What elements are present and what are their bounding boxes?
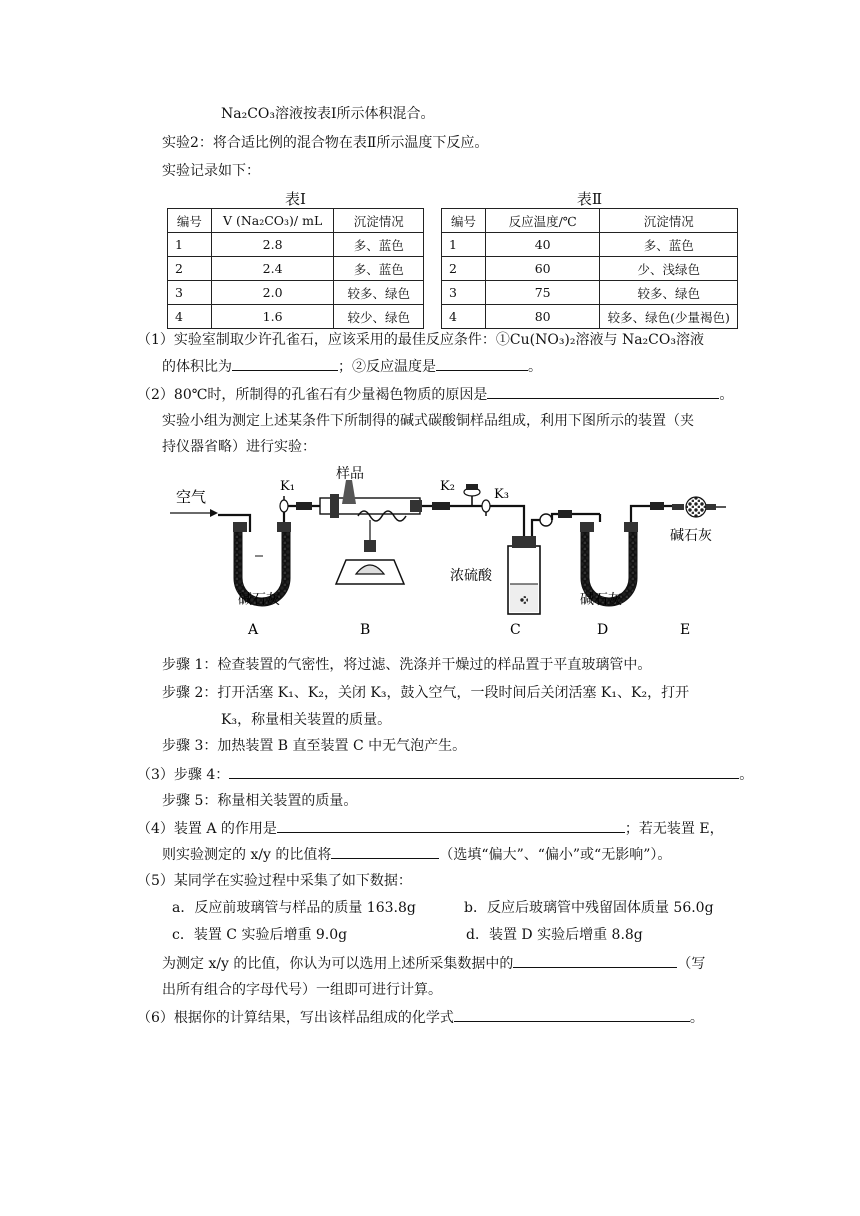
record-text: 实验记录如下： [162, 163, 260, 179]
table-cell: 80 [485, 305, 600, 329]
q1-text-ratio: 的体积比为 [162, 359, 232, 375]
answer-blank-step-4[interactable] [229, 764, 739, 779]
table2-caption: 表Ⅱ [576, 190, 603, 208]
label-e: E [680, 622, 691, 638]
table-cell: 60 [485, 257, 600, 281]
air-label: 空气 [176, 488, 207, 506]
label-d: D [597, 622, 609, 638]
table-cell: 较多、绿色(少量褐色) [600, 305, 738, 329]
step-1: 步骤 1：检查装置的气密性，将过滤、洗涤并干燥过的样品置于平直玻璃管中。 [162, 657, 652, 673]
table-cell: 2 [168, 257, 212, 281]
header-cell: 编号 [168, 209, 212, 233]
sample-label: 样品 [336, 466, 364, 482]
step-2-line-1: 步骤 2：打开活塞 K₁、K₂，关闭 K₃，鼓入空气，一段时间后关闭活塞 K₁、K₂，打开 [162, 685, 690, 701]
q2-text: （2）80℃时，所制得的孔雀石有少量褐色物质的原因是 [137, 387, 488, 403]
label-a: A [248, 622, 259, 638]
table-row [168, 281, 424, 305]
apparatus-figure [160, 460, 740, 645]
header-cell: 沉淀情况 [334, 209, 424, 233]
table-cell: 1.6 [211, 305, 334, 329]
step-3: 步骤 3：加热装置 B 直至装置 C 中无气泡产生。 [162, 738, 467, 754]
intro-line: Na₂CO₃溶液按表Ⅰ所示体积混合。 [221, 106, 435, 122]
k2-label: K₂ [440, 479, 455, 494]
table-cell: 少、浅绿色 [600, 257, 738, 281]
table-row [442, 281, 738, 305]
q3-text: （3）步骤 4： [137, 767, 230, 783]
bottle-c [508, 536, 540, 614]
conc-acid-label: 浓硫酸 [450, 568, 492, 584]
table-cell: 75 [485, 281, 600, 305]
table-cell: 多、蓝色 [334, 233, 424, 257]
table-cell: 2.4 [211, 257, 334, 281]
u-tube-d [580, 522, 638, 602]
question-2-line-1 [137, 384, 733, 405]
q4-ratio-text: 则实验测定的 x/y 的比值将 [162, 847, 332, 863]
answer-blank-formula[interactable] [454, 1007, 690, 1022]
question-4-line-1 [137, 818, 724, 839]
table-row [168, 257, 424, 281]
question-4-line-2 [162, 844, 671, 865]
header-cell: 反应温度/℃ [485, 209, 600, 233]
header-cell: V (Na₂CO₃)/ mL [211, 209, 334, 233]
table-cell: 1 [442, 233, 486, 257]
answer-blank-reason[interactable] [487, 384, 719, 399]
stopcock-k3-icon [482, 500, 490, 516]
table-cell: 3 [442, 281, 486, 305]
q4-options-text: （选填“偏大”、“偏小”或“无影响”）。 [439, 847, 672, 863]
question-3 [137, 764, 753, 785]
table-cell: 4 [442, 305, 486, 329]
soda-lime-a-label: 碱石灰 [238, 592, 280, 608]
k3-label: K₃ [494, 487, 509, 502]
table-row [168, 305, 424, 329]
step-5: 步骤 5：称量相关装置的质量。 [162, 793, 358, 809]
option-c: c．装置 C 实验后增重 9.0g [172, 927, 348, 943]
table-cell: 40 [485, 233, 600, 257]
arrow-icon [170, 509, 218, 517]
q4-text-e: ；若无装置 E， [624, 821, 724, 837]
soda-lime-d-label: 碱石灰 [580, 592, 622, 608]
q2-period: 。 [719, 387, 734, 403]
table-cell: 2.8 [211, 233, 334, 257]
table-cell: 较多、绿色 [600, 281, 738, 305]
answer-blank-temperature[interactable] [436, 356, 528, 371]
question-1-line-2 [162, 356, 542, 377]
table-row [442, 257, 738, 281]
option-b: b．反应后玻璃管中残留固体质量 56.0g [464, 900, 714, 916]
table-row [168, 233, 424, 257]
table-header-row [442, 209, 738, 233]
label-b: B [360, 622, 371, 638]
table-cell: 2.0 [211, 281, 334, 305]
table-cell: 1 [168, 233, 212, 257]
q4-text: （4）装置 A 的作用是 [137, 821, 277, 837]
q1-period: 。 [528, 359, 542, 375]
table-2 [441, 208, 738, 329]
drying-tube-e [672, 497, 726, 517]
header-cell: 编号 [442, 209, 486, 233]
answer-blank-data-combo[interactable] [513, 953, 677, 968]
question-2-line-3: 持仪器省略）进行实验： [162, 439, 316, 455]
table1-caption: 表Ⅰ [285, 190, 306, 208]
table-cell: 较少、绿色 [334, 305, 424, 329]
option-d: d．装置 D 实验后增重 8.8g [466, 927, 643, 943]
table-row [442, 233, 738, 257]
table-row [442, 305, 738, 329]
table-cell: 较多、绿色 [334, 281, 424, 305]
soda-lime-e-label: 碱石灰 [670, 528, 712, 544]
table-cell: 多、蓝色 [334, 257, 424, 281]
q6-text: （6）根据你的计算结果，写出该样品组成的化学式 [137, 1010, 454, 1026]
k1-label: K₁ [280, 479, 295, 494]
step-2-line-2: K₃，称量相关装置的质量。 [221, 712, 392, 728]
question-5-line-1: （5）某同学在实验过程中采集了如下数据： [137, 873, 412, 889]
table-cell: 4 [168, 305, 212, 329]
q5-text: 为测定 x/y 的比值，你认为可以选用上述所采集数据中的 [162, 956, 514, 972]
table-cell: 多、蓝色 [600, 233, 738, 257]
heater-icon [336, 511, 406, 584]
stopcock-k2-icon [464, 484, 480, 506]
glass-tube-b [320, 480, 422, 518]
q5-text-tail: （写 [677, 956, 706, 972]
question-1-line-1: （1）实验室制取少许孔雀石，应该采用的最佳反应条件：①Cu(NO₃)₂溶液与 Na₂CO₃溶液 [137, 332, 704, 348]
question-5-line-2 [162, 953, 705, 974]
table-cell: 3 [168, 281, 212, 305]
answer-blank-ratio-effect[interactable] [331, 844, 439, 859]
question-6 [137, 1007, 704, 1028]
table-header-row [168, 209, 424, 233]
q1-text-temp: ；②反应温度是 [338, 359, 436, 375]
answer-blank-device-a[interactable] [277, 818, 625, 833]
experiment-2-text: 实验2：将合适比例的混合物在表Ⅱ所示温度下反应。 [162, 135, 489, 151]
u-tube-a [233, 522, 291, 602]
label-c: C [510, 622, 521, 638]
answer-blank-ratio[interactable] [232, 356, 338, 371]
q6-period: 。 [689, 1010, 704, 1026]
question-5-line-3: 出所有组合的字母代号）一组即可进行计算。 [162, 982, 442, 998]
header-cell: 沉淀情况 [600, 209, 738, 233]
option-a: a．反应前玻璃管与样品的质量 163.8g [172, 900, 416, 916]
table-1 [167, 208, 424, 329]
question-2-line-2: 实验小组为测定上述某条件下所制得的碱式碳酸铜样品组成，利用下图所示的装置（夹 [162, 413, 694, 429]
q3-period: 。 [739, 767, 754, 783]
table-cell: 2 [442, 257, 486, 281]
